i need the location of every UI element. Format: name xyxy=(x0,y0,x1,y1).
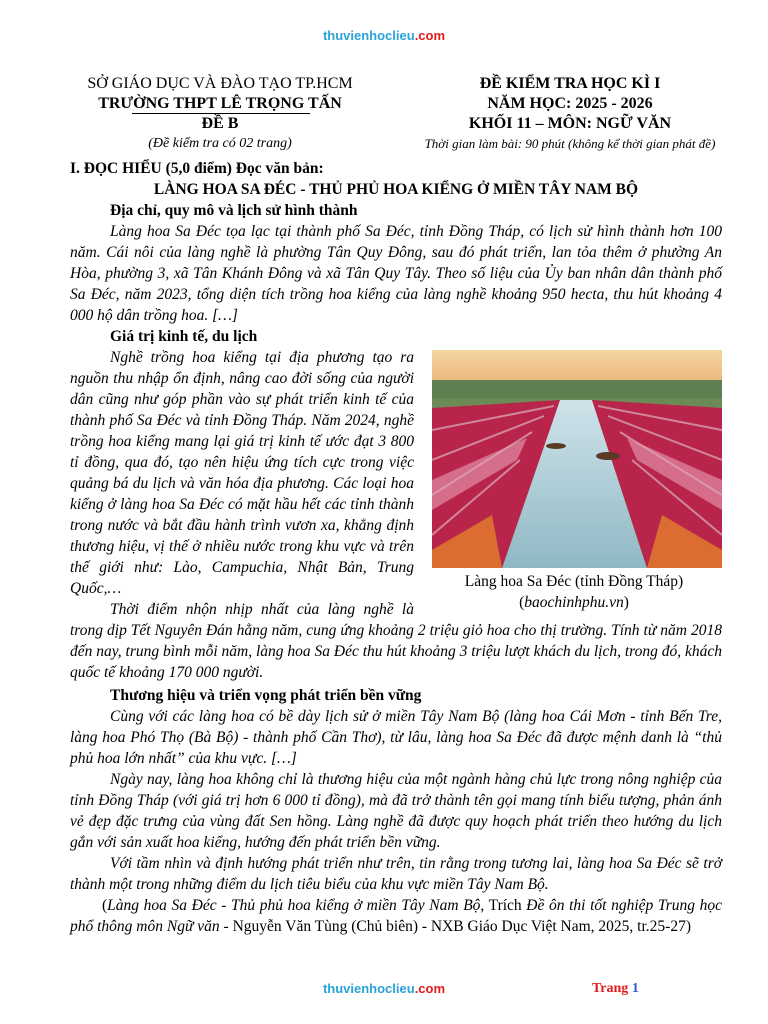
caption-close-paren: ) xyxy=(623,594,629,611)
caption-open-paren: ( xyxy=(519,594,525,611)
page-footer xyxy=(0,981,768,1001)
subheading-economy: Giá trị kinh tế, du lịch xyxy=(110,328,258,345)
citation-mid: , Trích xyxy=(480,897,527,914)
school-year: NĂM HỌC: 2025 - 2026 xyxy=(487,95,653,112)
department-name: SỞ GIÁO DỤC VÀ ĐÀO TẠO TP.HCM xyxy=(87,75,353,92)
paragraph-5: Ngày nay, làng hoa không chỉ là thương hiệu của một ngành hàng chủ lực trong nông nghiệp của tỉnh Đồng Tháp (với giá trị hơn 6 000 tỉ đồng), mà đã trở thành tên gọi mang tính biểu tượng, phản ánh vẻ đẹp đặc trưng của vùng đất Sen hồng. Làng nghề đã được quy hoạch phát triển theo hướng du lịch gắn với sản xuất hoa kiểng, hướng đến phát triển bền vững. xyxy=(70,771,722,851)
site-name: thuvienhoclieu xyxy=(322,28,415,43)
caption-source-line xyxy=(426,592,722,613)
exam-title: ĐỀ KIỂM TRA HỌC KÌ I xyxy=(479,75,661,92)
paragraph-3: Thời điểm nhộn nhịp nhất của làng nghề là trong dịp Tết Nguyên Đán hằng năm, cung ứng khoảng 2 triệu giỏ hoa cho thị trường. Tính từ năm 2018 đến nay, trung bình mỗi năm, làng hoa Sa Đéc thu hút khoảng 3 triệu lượt khách du lịch, trong đó, khách quốc tế khoảng 170 000 người. xyxy=(70,601,723,681)
citation-book: Đề ôn thi tốt nghiệp Trung học phổ thông môn Ngữ văn xyxy=(70,897,722,935)
figure xyxy=(426,350,722,613)
paragraph-2: Nghề trồng hoa kiểng tại địa phương tạo ra nguồn thu nhập ổn định, nâng cao đời sống của người dân cũng như góp phần vào sự phát triển kinh tế của thành phố Sa Đéc và tỉnh Đồng Tháp. Năm 2024, nghề trồng hoa kiểng mang lại giá trị kinh tế ước đạt 3 800 tỉ đồng, qua đó, tạo nên hiệu ứng tích cực trong việc quảng bá du lịch và văn hóa địa phương. Các loại hoa kiểng ở làng hoa Sa Đéc có mặt hầu hết các tỉnh thành trong nước và bắt đầu hành trình vươn xa, khẳng định thương hiệu, vị thế ở nhiều nước trong khu vực và trên thế giới như: Lào, Campuchia, Nhật Bản, Trung Quốc,… xyxy=(70,349,414,597)
grade-subject: KHỐI 11 – MÔN: NGỮ VĂN xyxy=(468,115,672,132)
site-watermark-bottom xyxy=(0,981,768,996)
citation-title: Làng hoa Sa Đéc - Thủ phủ hoa kiểng ở miền Tây Nam Bộ xyxy=(107,897,481,914)
paragraph-4: Cùng với các làng hoa có bề dày lịch sử ở miền Tây Nam Bộ (làng hoa Cái Mơn - tỉnh Bến Tre, làng hoa Phó Thọ (Bà Bộ) - thành phố Cần Thơ), từ lâu, làng hoa Sa Đéc đã được mệnh danh là “thủ phủ hoa lớn nhất” của khu vực. […] xyxy=(70,708,722,767)
page-label: Trang xyxy=(592,981,632,996)
subheading-brand: Thương hiệu và triển vọng phát triển bền vững xyxy=(110,687,422,704)
source-citation xyxy=(70,895,722,937)
citation-rest: - Nguyễn Văn Tùng (Chủ biên) - NXB Giáo Dục Việt Nam, 2025, tr.25-27) xyxy=(219,918,691,935)
paragraph-with-figure xyxy=(70,347,722,611)
exam-info-block xyxy=(380,74,760,154)
page-number: 1 xyxy=(631,981,639,996)
citation-open: ( xyxy=(102,897,108,914)
reading-section xyxy=(70,158,722,937)
caption-source: baochinhphu.vn xyxy=(524,594,624,611)
flower-village-photo xyxy=(432,350,722,568)
school-block xyxy=(70,74,370,154)
school-name: TRƯỜNG THPT LÊ TRỌNG TẤN xyxy=(98,95,342,112)
footer-site-domain: .com xyxy=(414,981,446,996)
header-divider xyxy=(132,113,310,114)
subheading-location: Địa chỉ, quy mô và lịch sử hình thành xyxy=(110,202,358,219)
figure-caption xyxy=(426,571,722,613)
site-domain: .com xyxy=(414,28,446,43)
passage-title: LÀNG HOA SA ĐÉC - THỦ PHỦ HOA KIỂNG Ở MIỀN TÂY NAM BỘ xyxy=(153,181,639,198)
exam-code: ĐỀ B xyxy=(201,115,239,132)
paragraph-1: Làng hoa Sa Đéc tọa lạc tại thành phố Sa Đéc, tỉnh Đồng Tháp, có lịch sử hình thành hơn 100 năm. Cái nôi của làng nghề là phường Tân Quy Đông, sau đó phát triển, lan tỏa thêm ở phường An Hòa, phường 3, xã Tân Khánh Đông và xã Tân Quy Tây. Theo số liệu của Ủy ban nhân dân thành phố Sa Đéc, năm 2023, tổng diện tích trồng hoa kiểng của làng nghề khoảng 950 hecta, thu hút khoảng 4 000 hộ dân trồng hoa. […] xyxy=(70,223,722,324)
time-limit: Thời gian làm bài: 90 phút (không kể thời gian phát đề) xyxy=(424,136,716,151)
page-count-note: (Đề kiểm tra có 02 trang) xyxy=(148,136,292,151)
caption-title: Làng hoa Sa Đéc (tỉnh Đồng Tháp) xyxy=(464,573,684,590)
footer-site-name: thuvienhoclieu xyxy=(322,981,415,996)
section-title: I. ĐỌC HIỂU (5,0 điểm) Đọc văn bản: xyxy=(70,160,324,177)
page-indicator xyxy=(592,981,639,997)
site-watermark-top xyxy=(0,28,768,43)
paragraph-6: Với tầm nhìn và định hướng phát triển như trên, tin rằng trong tương lai, làng hoa Sa Đéc sẽ trở thành một trong những điểm du lịch tiêu biểu của khu vực miền Tây Nam Bộ. xyxy=(70,855,722,893)
